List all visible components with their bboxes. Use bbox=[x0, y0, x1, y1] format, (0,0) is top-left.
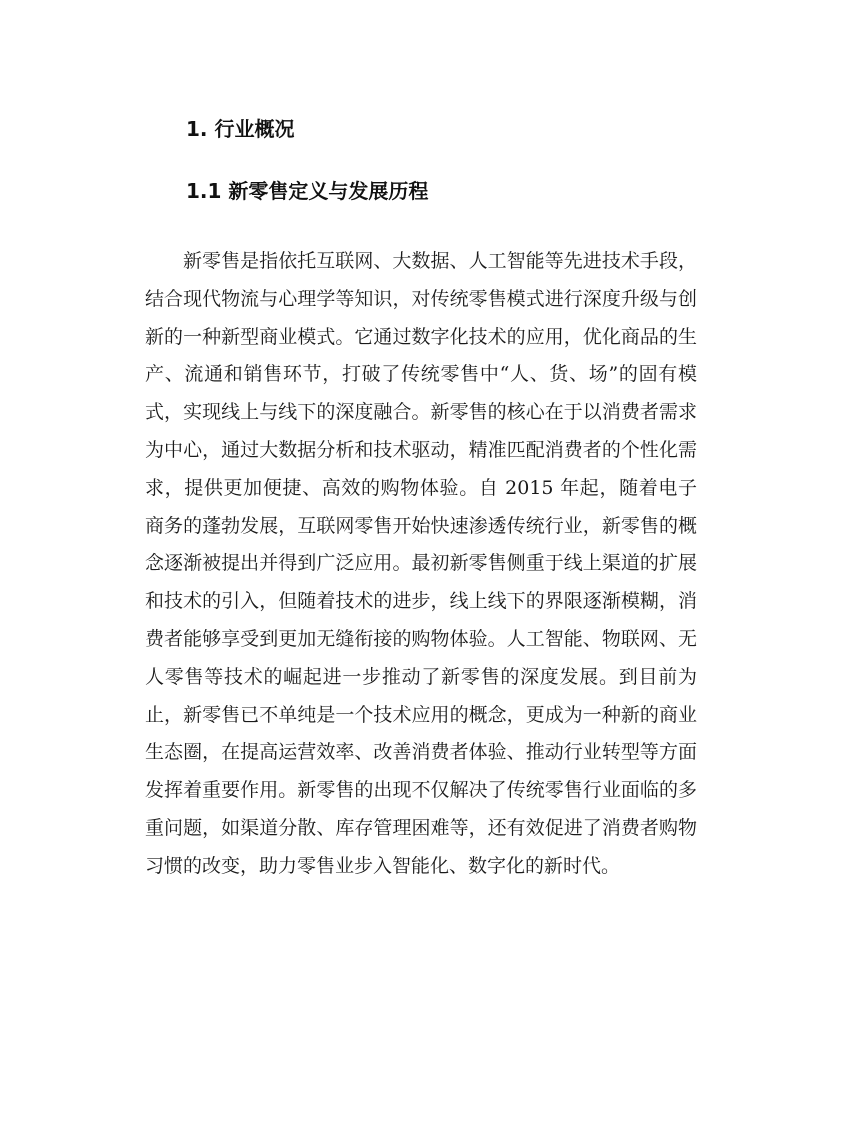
body-paragraph: 新零售是指依托互联网、大数据、人工智能等先进技术手段，结合现代物流与心理学等知识，对传统零售模式进行深度升级与创新的一种新型商业模式。它通过数字化技术的应用，优化商品的生产、流通和销售环节，打破了传统零售中“人、货、场”的固有模式，实现线上与线下的深度融合。新零售的核心在于以消费者需求为中心，通过大数据分析和技术驱动，精准匹配消费者的个性化需求，提供更加便捷、高效的购物体验。自 2015 年起，随着电子商务的蓬勃发展，互联网零售开始快速渗透传统行业，新零售的概念逐渐被提出并得到广泛应用。最初新零售侧重于线上渠道的扩展和技术的引入，但随着技术的进步，线上线下的界限逐渐模糊，消费者能够享受到更加无缝衔接的购物体验。人工智能、物联网、无人零售等技术的崛起进一步推动了新零售的深度发展。到目前为止，新零售已不单纯是一个技术应用的概念，更成为一种新的商业生态圈，在提高运营效率、改善消费者体验、推动行业转型等方面发挥着重要作用。新零售的出现不仅解决了传统零售行业面临的多重问题，如渠道分散、库存管理困难等，还有效促进了消费者购物习惯的改变，助力零售业步入智能化、数字化的新时代。 bbox=[145, 250, 697, 877]
section-heading: 1. 行业概况 bbox=[186, 117, 295, 141]
subsection-heading: 1.1 新零售定义与发展历程 bbox=[186, 179, 429, 203]
